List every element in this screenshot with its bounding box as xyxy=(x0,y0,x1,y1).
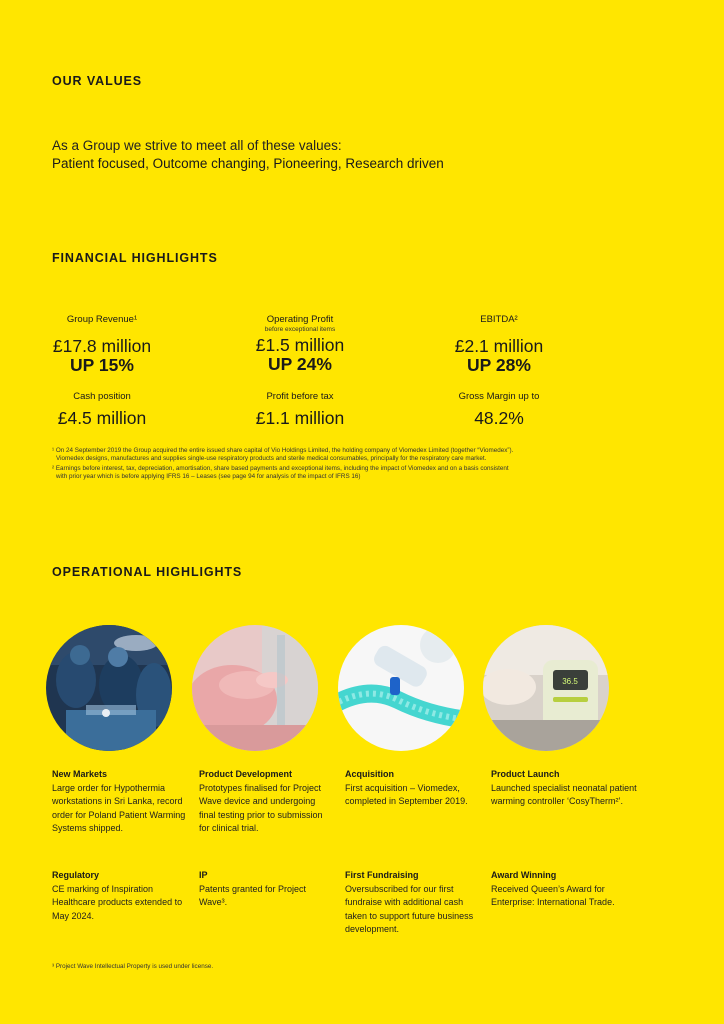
kpi-group-revenue xyxy=(17,314,187,375)
op-item-text: Patents granted for Project Wave³. xyxy=(199,883,307,907)
op-item-ip xyxy=(199,869,334,910)
svg-text:36.5: 36.5 xyxy=(562,677,578,686)
op-item-product-development xyxy=(199,768,334,836)
footnote-line: ¹ On 24 September 2019 the Group acquired the entire issued share capital of Vio Holdings Limited, the holding company of Viomedex Limited (together “Viomedex”). xyxy=(52,447,514,454)
op-item-text: Large order for Hypothermia workstations in Sri Lanka, record order for Poland Patient Warming Systems shipped. xyxy=(52,782,186,833)
financial-highlights-heading: FINANCIAL HIGHLIGHTS xyxy=(52,251,218,265)
kpi-change: UP 15% xyxy=(70,355,134,375)
kpi-value: £1.1 million xyxy=(255,408,345,428)
kpi-ebitda xyxy=(414,314,584,375)
op-item-text: Launched specialist neonatal patient warming controller ‘CosyTherm²’. xyxy=(491,782,637,806)
op-item-title: Product Development xyxy=(199,769,293,779)
kpi-value: £17.8 million xyxy=(52,336,152,356)
op-item-new-markets xyxy=(52,768,187,836)
kpi-value: £4.5 million xyxy=(57,408,147,428)
op-item-text: Oversubscribed for our first fundraise with additional cash taken to support future business development. xyxy=(345,883,474,934)
op-item-award-winning xyxy=(491,869,626,910)
kpi-label: Group Revenue¹ xyxy=(66,314,138,325)
newborn-hand-photo xyxy=(192,625,318,751)
op-item-title: New Markets xyxy=(52,769,108,779)
op-item-title: Award Winning xyxy=(491,870,557,880)
values-list: Patient focused, Outcome changing, Pioneering, Research driven xyxy=(52,156,444,171)
op-item-title: Product Launch xyxy=(491,769,560,779)
kpi-value: 48.2% xyxy=(474,408,524,428)
kpi-label: Operating Profit xyxy=(266,314,334,325)
financial-footnotes xyxy=(52,447,672,481)
op-item-title: First Fundraising xyxy=(345,870,419,880)
kpi-operating-profit xyxy=(215,314,385,374)
footnote-line: Viomedex designs, manufactures and supplies single-use respiratory products and sterile medical consumables, principally for the respiratory care market. xyxy=(56,455,487,462)
op-item-text: Prototypes finalised for Project Wave device and undergoing final testing prior to submission for clinical trial. xyxy=(199,782,323,833)
footnote-line: ² Earnings before interest, tax, depreciation, amortisation, share based payments and exceptional items, including the impact of Viomedex and on a basis consistent xyxy=(52,465,509,472)
op-item-title: IP xyxy=(199,870,208,880)
operational-footnote: ³ Project Wave Intellectual Property is used under license. xyxy=(52,963,214,970)
op-item-title: Acquisition xyxy=(345,769,394,779)
kpi-gross-margin xyxy=(414,391,584,428)
kpi-label: EBITDA² xyxy=(480,314,518,325)
cosytherm-device-photo xyxy=(483,625,609,751)
kpi-label: Cash position xyxy=(73,391,131,402)
kpi-profit-before-tax xyxy=(215,391,385,428)
values-intro: As a Group we strive to meet all of these values: xyxy=(52,138,342,153)
footnote-line: with prior year which is before applying IFRS 16 – Leases (see page 94 for analysis of the impact of IFRS 16) xyxy=(56,473,361,480)
kpi-label: Profit before tax xyxy=(266,391,334,402)
op-item-text: First acquisition – Viomedex, completed in September 2019. xyxy=(345,782,468,806)
kpi-change: UP 28% xyxy=(467,355,531,375)
op-item-first-fundraising xyxy=(345,869,480,937)
op-item-acquisition xyxy=(345,768,480,809)
respiratory-tubing-photo xyxy=(338,625,464,751)
kpi-change: UP 24% xyxy=(268,354,332,374)
our-values-heading: OUR VALUES xyxy=(52,74,143,88)
op-item-text: Received Queen’s Award for Enterprise: International Trade. xyxy=(491,883,615,907)
kpi-value: £2.1 million xyxy=(454,336,544,356)
kpi-label: Gross Margin up to xyxy=(458,391,540,402)
kpi-sublabel: before exceptional items xyxy=(264,326,336,333)
op-item-title: Regulatory xyxy=(52,870,100,880)
op-item-regulatory xyxy=(52,869,187,923)
op-item-text: CE marking of Inspiration Healthcare products extended to May 2024. xyxy=(52,883,183,921)
operational-highlights-heading: OPERATIONAL HIGHLIGHTS xyxy=(52,565,243,579)
kpi-value: £1.5 million xyxy=(255,335,345,355)
surgery-team-photo xyxy=(46,625,172,751)
op-item-product-launch xyxy=(491,768,661,809)
kpi-cash-position xyxy=(17,391,187,428)
